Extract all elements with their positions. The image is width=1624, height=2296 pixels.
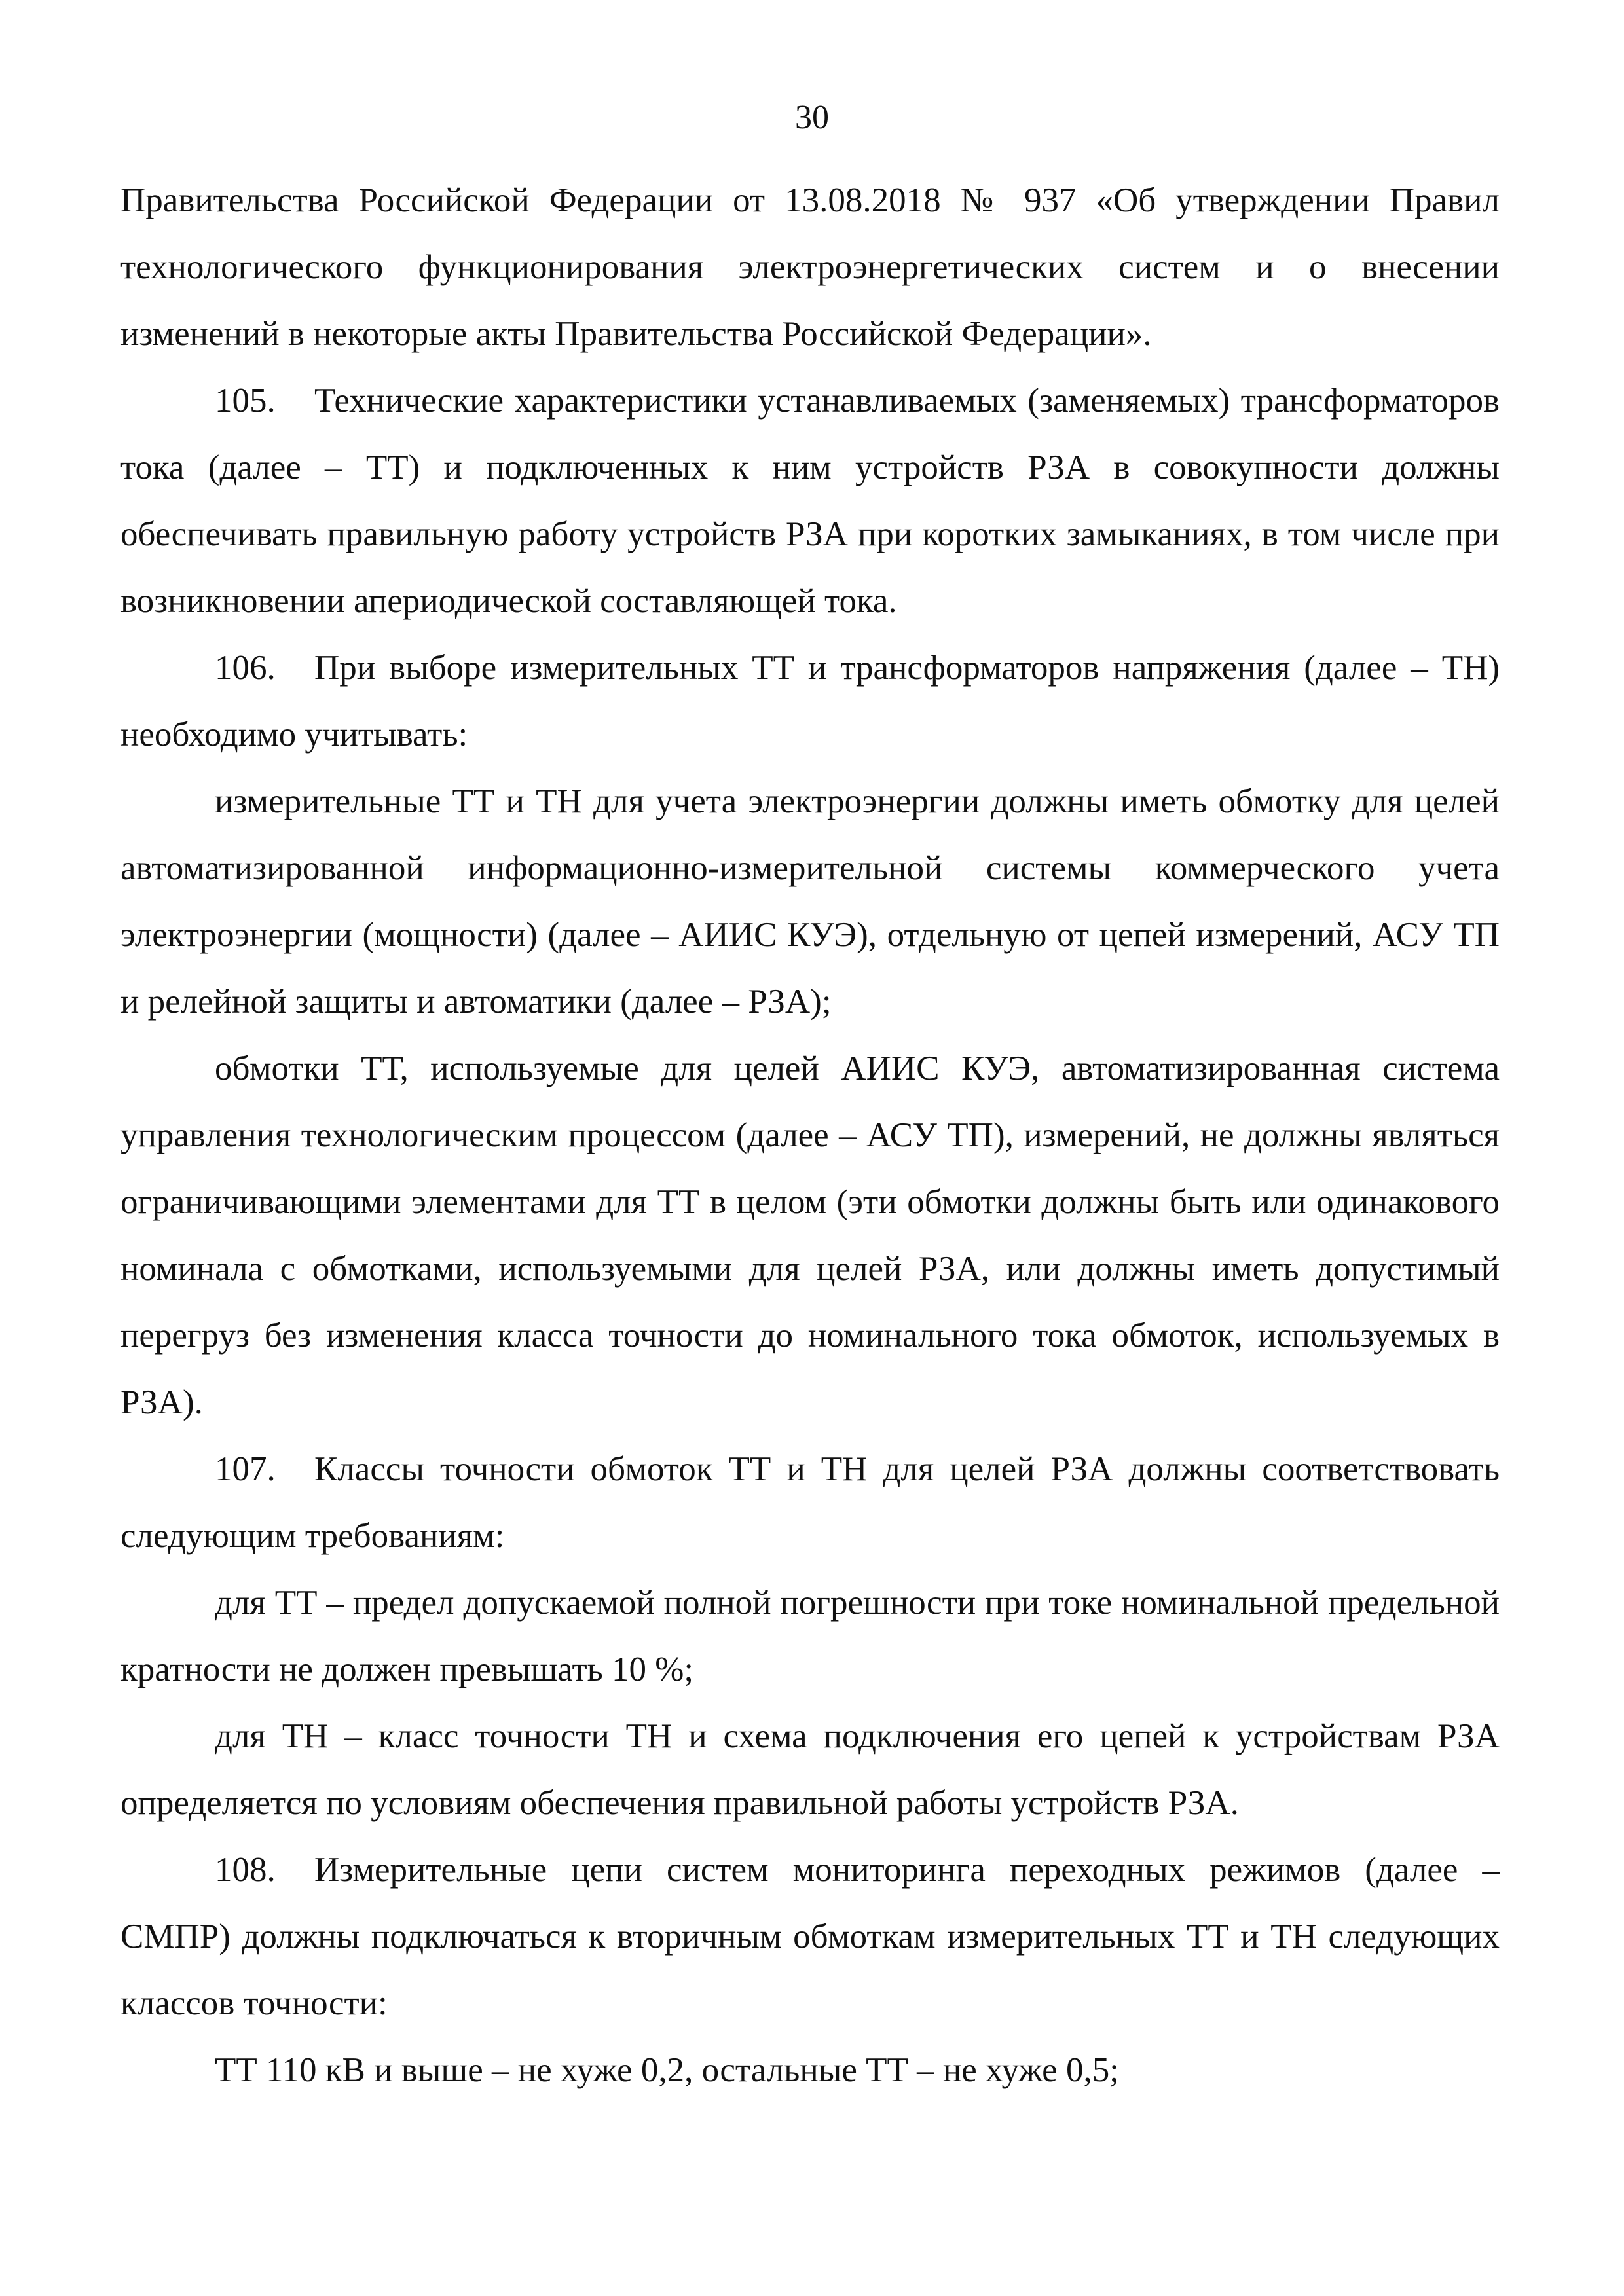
document-body xyxy=(120,167,1500,2104)
paragraph-text: Технические характеристики устанавливаемых (заменяемых) трансформаторов тока (далее – ТТ) и подключенных к ним устройств РЗА в совокупности должны обеспечивать правильную работу устройств РЗА при коротких замыканиях, в том числе при возникновении апериодической составляющей тока. xyxy=(120,382,1500,620)
paragraph-text: измерительные ТТ и ТН для учета электроэнергии должны иметь обмотку для целей автоматизированной информационно-измерительной системы коммерческого учета электроэнергии (мощности) (далее – АИИС КУЭ), отдельную от цепей измерений, АСУ ТП и релейной защиты и автоматики (далее – РЗА); xyxy=(120,782,1500,1021)
paragraph-text: При выборе измерительных ТТ и трансформаторов напряжения (далее – ТН) необходимо учитывать: xyxy=(120,649,1500,754)
paragraph-text: обмотки ТТ, используемые для целей АИИС КУЭ, автоматизированная система управления технологическим процессом (далее – АСУ ТП), измерений, не должны являться ограничивающими элементами для ТТ в целом (эти обмотки должны быть или одинакового номинала с обмотками, используемыми для целей РЗА, или должны иметь допустимый перегруз без изменения класса точности до номинального тока обмоток, используемых в РЗА). xyxy=(120,1049,1500,1421)
paragraph-text: для ТТ – предел допускаемой полной погрешности при токе номинальной предельной кратности не должен превышать 10 %; xyxy=(120,1584,1500,1688)
paragraph-continuation xyxy=(120,167,1500,367)
paragraph-number: 105. xyxy=(215,382,276,420)
page-number: 30 xyxy=(795,99,829,136)
paragraph-text: для ТН – класс точности ТН и схема подключения его цепей к устройствам РЗА определяется по условиям обеспечения правильной работы устройств РЗА. xyxy=(120,1717,1500,1822)
paragraph-106-item-2 xyxy=(120,1035,1500,1436)
paragraph-107-item-2 xyxy=(120,1703,1500,1836)
paragraph-number: 107. xyxy=(215,1450,276,1488)
paragraph-text: ТТ 110 кВ и выше – не хуже 0,2, остальные ТТ – не хуже 0,5; xyxy=(215,2051,1119,2089)
paragraph-108-item-1 xyxy=(120,2037,1500,2104)
paragraph-text: Классы точности обмоток ТТ и ТН для целей РЗА должны соответствовать следующим требованиям: xyxy=(120,1450,1500,1555)
paragraph-107 xyxy=(120,1436,1500,1569)
paragraph-108 xyxy=(120,1836,1500,2037)
paragraph-text: Правительства Российской Федерации от 13.08.2018 № 937 «Об утверждении Правил технологического функционирования электроэнергетических систем и о внесении изменений в некоторые акты Правительства Российской Федерации». xyxy=(120,181,1500,353)
paragraph-106 xyxy=(120,634,1500,768)
paragraph-107-item-1 xyxy=(120,1569,1500,1703)
paragraph-text: Измерительные цепи систем мониторинга переходных режимов (далее – СМПР) должны подключаться к вторичным обмоткам измерительных ТТ и ТН следующих классов точности: xyxy=(120,1851,1500,2022)
paragraph-number: 106. xyxy=(215,649,276,687)
paragraph-105 xyxy=(120,367,1500,634)
paragraph-number: 108. xyxy=(215,1851,276,1889)
paragraph-106-item-1 xyxy=(120,768,1500,1035)
